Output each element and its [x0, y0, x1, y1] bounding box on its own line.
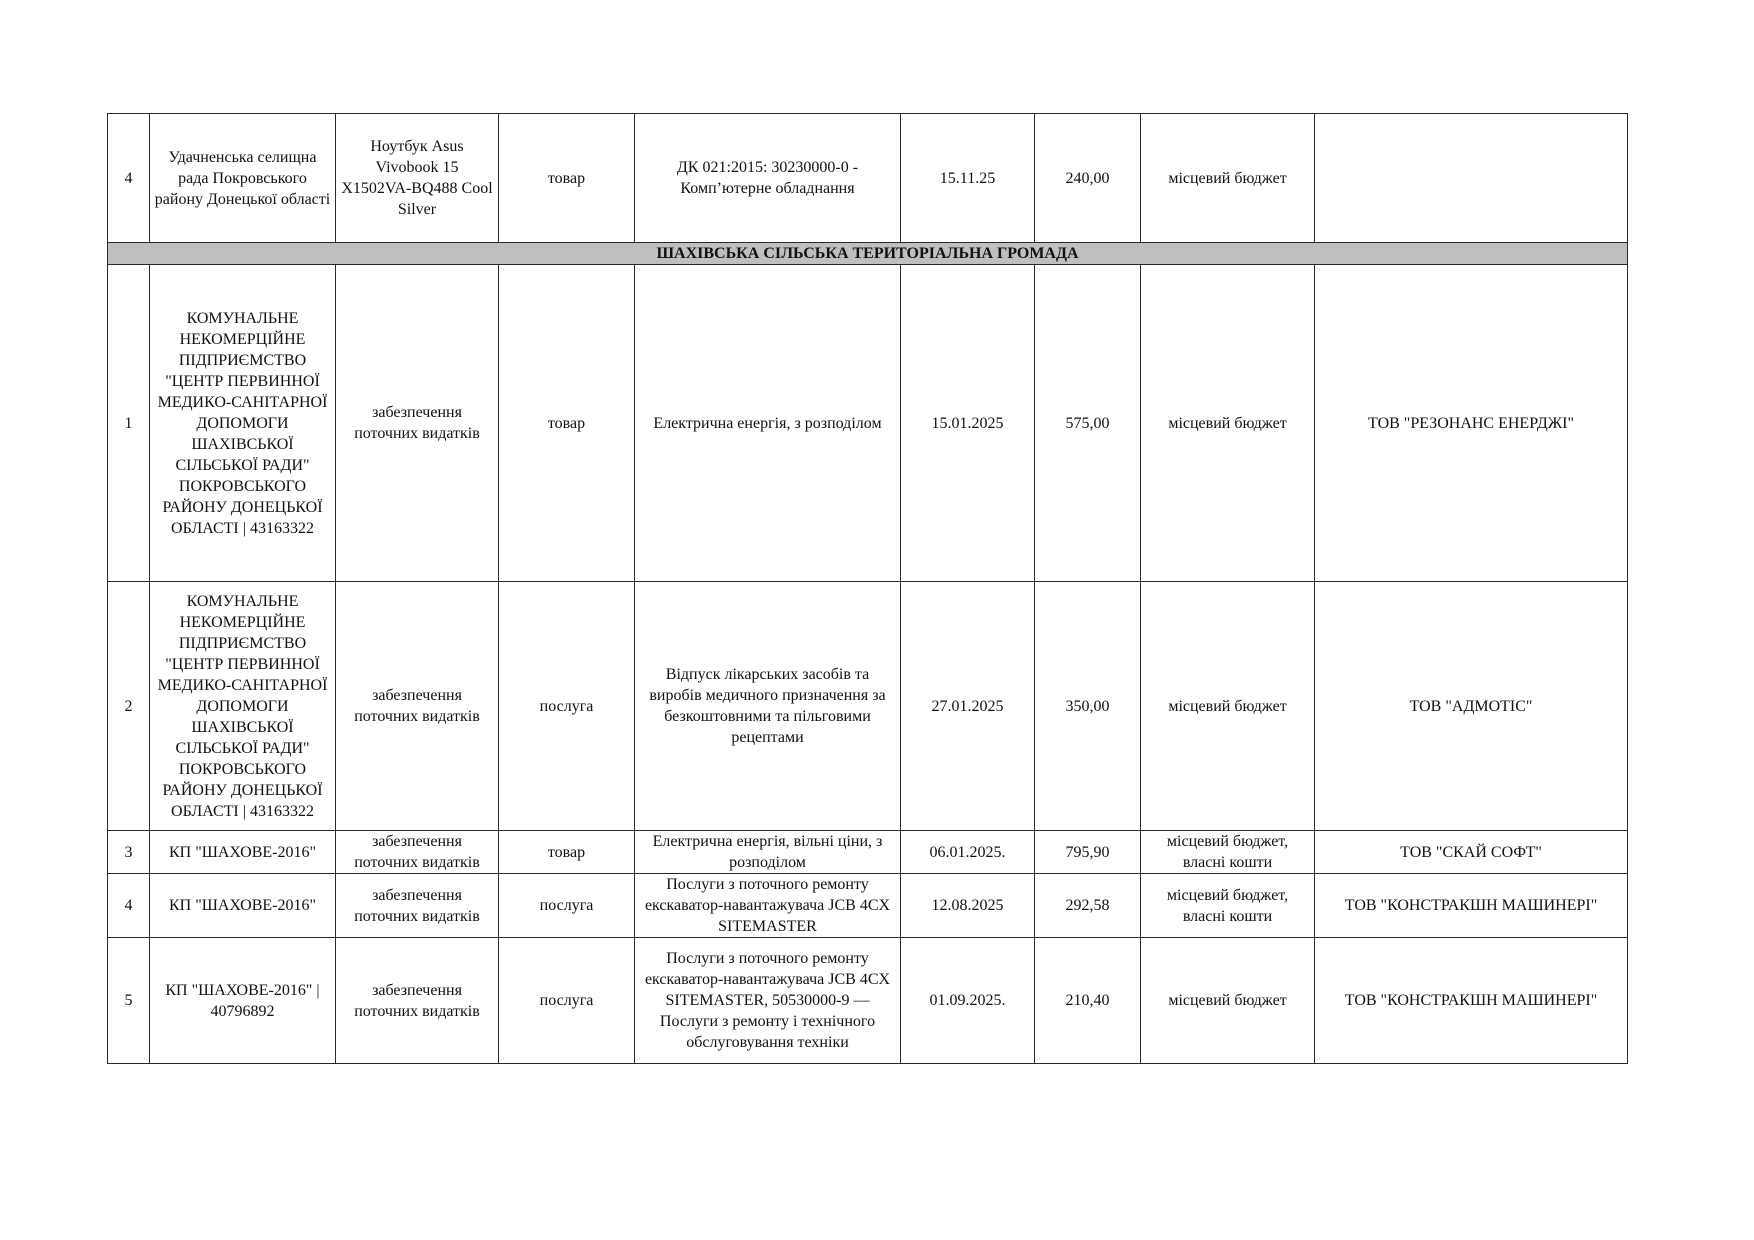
- table-row: [108, 582, 1628, 831]
- purpose-cell: Ноутбук Asus Vivobook 15 X1502VA-BQ488 Cool Silver: [336, 114, 499, 243]
- supplier-cell: ТОВ "КОНСТРАКШН МАШИНЕРІ": [1315, 874, 1628, 938]
- supplier-cell: ТОВ "КОНСТРАКШН МАШИНЕРІ": [1315, 938, 1628, 1064]
- customer-cell: КП "ШАХОВЕ-2016" | 40796892: [150, 938, 336, 1064]
- amount-cell: 795,90: [1035, 831, 1141, 874]
- purpose-cell: забезпечення поточних видатків: [336, 265, 499, 582]
- subject-cell: Електрична енергія, вільні ціни, з розподілом: [635, 831, 901, 874]
- subject-cell: Відпуск лікарських засобів та виробів медичного призначення за безкоштовними та пільговими рецептами: [635, 582, 901, 831]
- customer-cell: Удачненська селищна рада Покровського району Донецької області: [150, 114, 336, 243]
- row-number: 5: [108, 938, 150, 1064]
- table-row: [108, 831, 1628, 874]
- table-row: [108, 114, 1628, 243]
- funding-source-cell: місцевий бюджет, власні кошти: [1141, 831, 1315, 874]
- amount-cell: 240,00: [1035, 114, 1141, 243]
- amount-cell: 350,00: [1035, 582, 1141, 831]
- supplier-cell: ТОВ "РЕЗОНАНС ЕНЕРДЖІ": [1315, 265, 1628, 582]
- funding-source-cell: місцевий бюджет: [1141, 582, 1315, 831]
- date-cell: 12.08.2025: [901, 874, 1035, 938]
- date-cell: 06.01.2025.: [901, 831, 1035, 874]
- type-cell: послуга: [499, 874, 635, 938]
- table-row: [108, 874, 1628, 938]
- purpose-cell: забезпечення поточних видатків: [336, 831, 499, 874]
- date-cell: 27.01.2025: [901, 582, 1035, 831]
- customer-cell: КОМУНАЛЬНЕ НЕКОМЕРЦІЙНЕ ПІДПРИЄМСТВО "ЦЕНТР ПЕРВИННОЇ МЕДИКО-САНІТАРНОЇ ДОПОМОГИ ШАХІВСЬКОЇ СІЛЬСЬКОЇ РАДИ" ПОКРОВСЬКОГО РАЙОНУ ДОНЕЦЬКОЇ ОБЛАСТІ | 43163322: [150, 582, 336, 831]
- funding-source-cell: місцевий бюджет: [1141, 114, 1315, 243]
- subject-cell: Електрична енергія, з розподілом: [635, 265, 901, 582]
- procurement-table: [107, 113, 1628, 1064]
- funding-source-cell: місцевий бюджет: [1141, 265, 1315, 582]
- customer-cell: КП "ШАХОВЕ-2016": [150, 831, 336, 874]
- type-cell: послуга: [499, 582, 635, 831]
- row-number: 1: [108, 265, 150, 582]
- subject-cell: Послуги з поточного ремонту екскаватор-навантажувача JCB 4CX SITEMASTER: [635, 874, 901, 938]
- supplier-cell: ТОВ "АДМОТІС": [1315, 582, 1628, 831]
- type-cell: послуга: [499, 938, 635, 1064]
- amount-cell: 292,58: [1035, 874, 1141, 938]
- section-title: ШАХІВСЬКА СІЛЬСЬКА ТЕРИТОРІАЛЬНА ГРОМАДА: [108, 243, 1628, 265]
- subject-cell: ДК 021:2015: 30230000-0 - Комп’ютерне обладнання: [635, 114, 901, 243]
- date-cell: 15.11.25: [901, 114, 1035, 243]
- type-cell: товар: [499, 265, 635, 582]
- funding-source-cell: місцевий бюджет, власні кошти: [1141, 874, 1315, 938]
- supplier-cell: [1315, 114, 1628, 243]
- amount-cell: 210,40: [1035, 938, 1141, 1064]
- purpose-cell: забезпечення поточних видатків: [336, 582, 499, 831]
- purpose-cell: забезпечення поточних видатків: [336, 938, 499, 1064]
- table-row: [108, 938, 1628, 1064]
- purpose-cell: забезпечення поточних видатків: [336, 874, 499, 938]
- type-cell: товар: [499, 831, 635, 874]
- supplier-cell: ТОВ "СКАЙ СОФТ": [1315, 831, 1628, 874]
- amount-cell: 575,00: [1035, 265, 1141, 582]
- row-number: 4: [108, 114, 150, 243]
- subject-cell: Послуги з поточного ремонту екскаватор-навантажувача JCB 4CX SITEMASTER, 50530000-9 — Послуги з ремонту і технічного обслуговування техніки: [635, 938, 901, 1064]
- customer-cell: КОМУНАЛЬНЕ НЕКОМЕРЦІЙНЕ ПІДПРИЄМСТВО "ЦЕНТР ПЕРВИННОЇ МЕДИКО-САНІТАРНОЇ ДОПОМОГИ ШАХІВСЬКОЇ СІЛЬСЬКОЇ РАДИ" ПОКРОВСЬКОГО РАЙОНУ ДОНЕЦЬКОЇ ОБЛАСТІ | 43163322: [150, 265, 336, 582]
- row-number: 3: [108, 831, 150, 874]
- table-row: [108, 265, 1628, 582]
- funding-source-cell: місцевий бюджет: [1141, 938, 1315, 1064]
- date-cell: 01.09.2025.: [901, 938, 1035, 1064]
- date-cell: 15.01.2025: [901, 265, 1035, 582]
- section-header-row: [108, 243, 1628, 265]
- row-number: 4: [108, 874, 150, 938]
- type-cell: товар: [499, 114, 635, 243]
- row-number: 2: [108, 582, 150, 831]
- customer-cell: КП "ШАХОВЕ-2016": [150, 874, 336, 938]
